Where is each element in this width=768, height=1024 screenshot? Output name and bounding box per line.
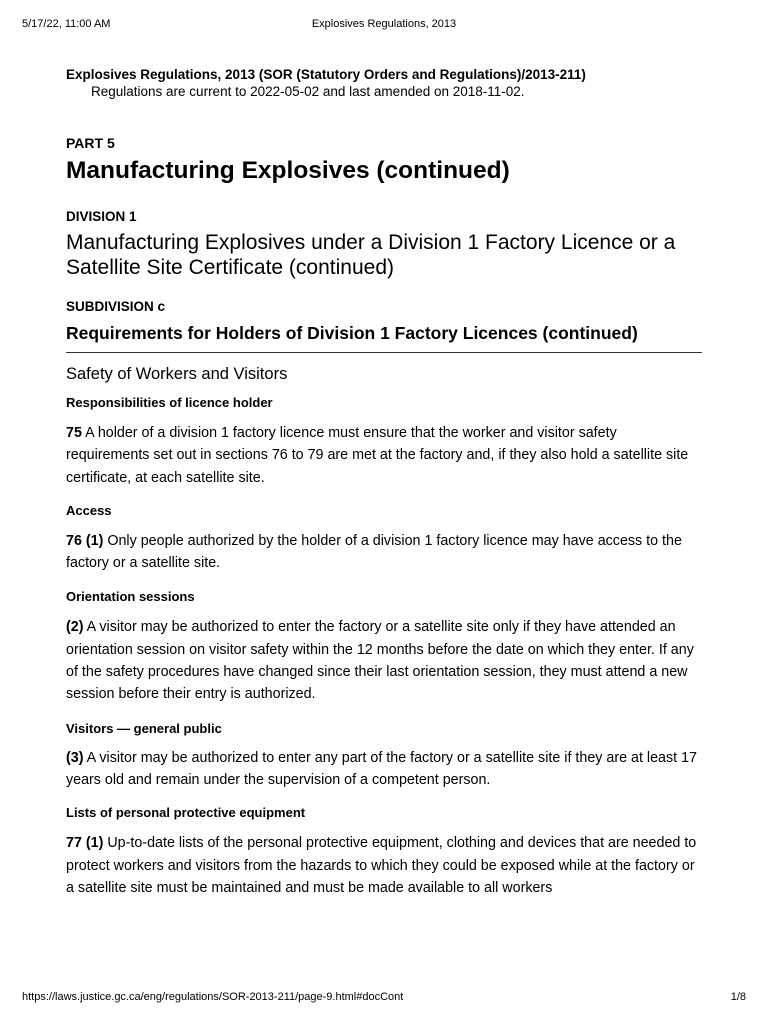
- section-paragraph: [66, 616, 702, 705]
- part-label: PART 5: [66, 135, 115, 151]
- part-title: Manufacturing Explosives (continued): [66, 157, 510, 184]
- regulation-title: Explosives Regulations, 2013 (SOR (Statutory Orders and Regulations)/2013-211): [66, 67, 586, 82]
- division-title: Manufacturing Explosives under a Division 1 Factory Licence or a Satellite Site Certificate (continued): [66, 231, 676, 279]
- group-heading: Safety of Workers and Visitors: [66, 365, 288, 383]
- section-number: 75: [66, 425, 82, 441]
- section-text: Only people authorized by the holder of a division 1 factory licence may have access to the factory or a satellite site.: [66, 532, 682, 572]
- section-number: 76 (1): [66, 532, 104, 549]
- section-text: A visitor may be authorized to enter the factory or a satellite site only if they have attended an orientation session on visitor safety within the 12 months before the date on which they enter. If any of the safety procedures have changed since their last orientation session, they must attend a new session before their entry is authorized.: [66, 619, 694, 703]
- print-header: [22, 18, 746, 32]
- print-date: 5/17/22, 11:00 AM: [22, 18, 111, 30]
- marginal-note: Visitors — general public: [66, 720, 222, 736]
- division-label: DIVISION 1: [66, 209, 137, 224]
- print-document-title: Explosives Regulations, 2013: [311, 18, 457, 30]
- subdivision-label: SUBDIVISION c: [66, 299, 166, 314]
- marginal-note: Access: [66, 502, 112, 518]
- page-number: 1/8: [730, 991, 746, 1003]
- section-text: A visitor may be authorized to enter any part of the factory or a satellite site if they are at least 17 years old and remain under the supervision of a competent person.: [66, 749, 697, 788]
- section-text: A holder of a division 1 factory licence must ensure that the worker and visitor safety requirements set out in sections 76 to 79 are met at the factory and, if they also hold a satellite site certificate, at each satellite site.: [66, 425, 689, 486]
- section-text: Up-to-date lists of the personal protective equipment, clothing and devices that are needed to protect workers and visitors from the hazards to which they could be exposed while at the factory or a satellite site must be maintained and must be made available to all workers: [66, 835, 697, 896]
- section-paragraph: [66, 832, 702, 899]
- section-number: (2): [66, 619, 84, 636]
- section-number: (3): [66, 749, 84, 766]
- marginal-note: Responsibilities of licence holder: [66, 395, 273, 410]
- currency-note: Regulations are current to 2022-05-02 and last amended on 2018-11-02.: [91, 84, 525, 99]
- marginal-note: Lists of personal protective equipment: [66, 805, 306, 821]
- section-paragraph: [66, 530, 702, 575]
- subdivision-title: Requirements for Holders of Division 1 Factory Licences (continued): [66, 322, 702, 353]
- marginal-note: Orientation sessions: [66, 589, 195, 605]
- section-paragraph: [66, 747, 702, 792]
- document-body: [66, 66, 702, 899]
- section-number: 77 (1): [66, 835, 104, 852]
- print-footer: [22, 991, 746, 1005]
- print-url: https://laws.justice.gc.ca/eng/regulations/SOR-2013-211/page-9.html#docCont: [22, 991, 404, 1003]
- section-paragraph: [66, 422, 702, 489]
